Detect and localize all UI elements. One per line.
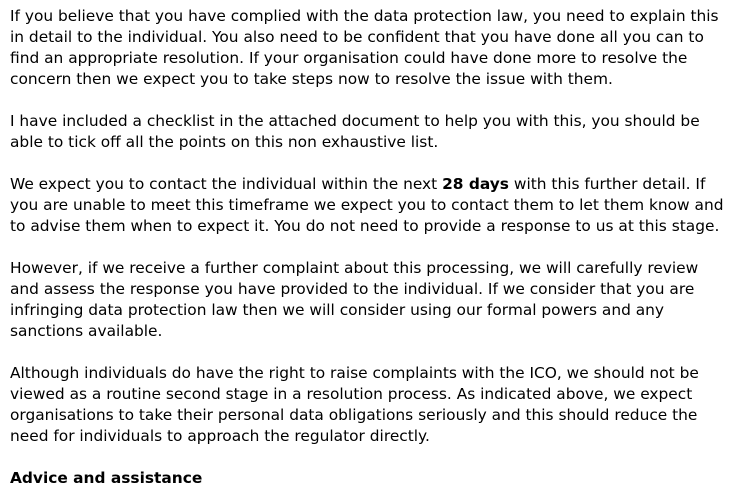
section-heading: Advice and assistance — [10, 469, 203, 487]
paragraph-compliance: If you believe that you have complied with the data protection law, you need to explain this in detail to the individual. You also need to be confident that you have done all you can to find an appropriate resolution. If your organisation could have done more to resolve the concern then we expect you to take steps now to resolve the issue with them. — [10, 7, 719, 88]
paragraph-timeframe — [10, 174, 732, 237]
timeframe-text-before: We expect you to contact the individual within the next — [10, 175, 443, 193]
paragraph-ico-complaints: Although individuals do have the right to raise complaints with the ICO, we should not be viewed as a routine second stage in a resolution process. As indicated above, we expect organisations to take their personal data obligations seriously and this should reduce the need for individuals to approach the regulator directly. — [10, 364, 699, 445]
timeframe-text-after: with this further detail. If you are unable to meet this timeframe we expect you to contact them to let them know and to advise them when to expect it. You do not need to provide a response to us at this stage. — [10, 175, 724, 235]
paragraph-further-complaint: However, if we receive a further complaint about this processing, we will carefully review and assess the response you have provided to the individual. If we consider that you are infringing data protection law then we will consider using our formal powers and any sanctions available. — [10, 259, 699, 340]
paragraph-checklist: I have included a checklist in the attached document to help you with this, you should be able to tick off all the points on this non exhaustive list. — [10, 112, 700, 151]
timeframe-days: 28 days — [442, 175, 509, 193]
